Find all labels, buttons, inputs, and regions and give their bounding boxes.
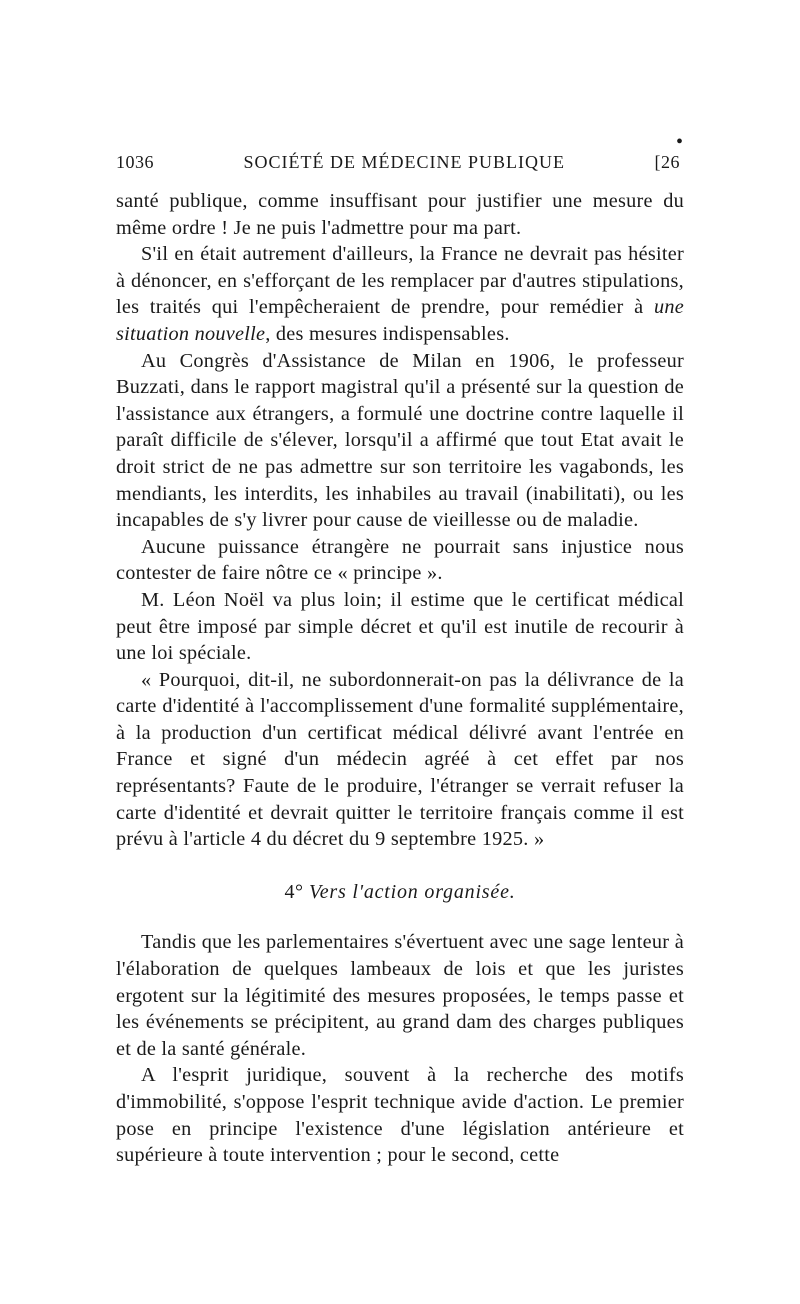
ink-dot: • [676, 131, 684, 153]
section-title [116, 879, 684, 906]
bracket-number: [26 [654, 152, 690, 172]
running-title: SOCIÉTÉ DE MÉDECINE PUBLIQUE [243, 152, 565, 172]
paragraph [116, 241, 684, 347]
paragraph [116, 1062, 684, 1168]
paragraph [116, 534, 684, 587]
paragraphs-after-section [116, 929, 684, 1168]
text-run: Tandis que les parlementaires s'évertuent avec une sage lenteur à l'élaboration de quelques lambeaux de lois et que les juristes ergotent sur la légitimité des mesures proposées, le temps passe et les événements se précipitent, au grand dam des charges publiques et de la santé générale. [116, 931, 684, 1060]
text-run: M. Léon Noël va plus loin; il estime que le certificat médical peut être imposé par simple décret et qu'il est inutile de recourir à une loi spéciale. [116, 588, 684, 665]
text-run: Au Congrès d'Assistance de Milan en 1906, le professeur Buzzati, dans le rapport magistral qu'il a présenté sur la question de l'assistance aux étrangers, a formulé une doctrine contre laquelle il paraît difficile de s'élever, lorsqu'il a affirmé que tout Etat avait le droit strict de ne pas admettre sur son territoire les vagabonds, les mendiants, les interdits, les inhabiles au travail (inabilitati), ou les incapables de s'y livrer pour cause de vieillesse ou de maladie. [116, 349, 684, 532]
text-run: , des mesures indispensables. [265, 322, 510, 345]
paragraph [116, 188, 684, 241]
section-number: 4° [284, 880, 304, 903]
paragraph [116, 587, 684, 667]
paragraph [116, 929, 684, 1062]
paragraph [116, 348, 684, 534]
page-number: 1036 [116, 152, 154, 172]
paragraphs-before-section [116, 188, 684, 853]
text-run: A l'esprit juridique, souvent à la recherche des motifs d'immobilité, s'oppose l'esprit technique avide d'action. Le premier pose en principe l'existence d'une législation antérieure et supérieure à toute intervention ; pour le second, cette [116, 1064, 684, 1167]
page-header [116, 152, 690, 173]
text-run: « Pourquoi, dit-il, ne subordonnerait-on pas la délivrance de la carte d'identité à l'accomplissement d'une formalité supplémentaire, à la production d'un certificat médical délivré avant l'entrée en France et signé d'un médecin agréé à cet effet par nos représentants? Faute de le produire, l'étranger se verrait refuser la carte d'identité et devrait quitter le territoire français comme il est prévu à l'article 4 du décret du 9 septembre 1925. » [116, 668, 684, 851]
text-run: S'il en était autrement d'ailleurs, la France ne devrait pas hésiter à dénoncer, en s'efforçant de les remplacer par d'autres stipulations, les traités qui l'empêcheraient de prendre, pour remédier à [116, 243, 684, 319]
text-run: Aucune puissance étrangère ne pourrait sans injustice nous contester de faire nôtre ce « principe ». [116, 535, 684, 585]
section-heading: Vers l'action organisée. [308, 880, 516, 903]
body-text [116, 188, 684, 1169]
paragraph [116, 667, 684, 853]
text-run: santé publique, comme insuffisant pour justifier une mesure du même ordre ! Je ne puis l'admettre pour ma part. [116, 190, 684, 239]
italic-text: une situation nouvelle [116, 296, 684, 345]
